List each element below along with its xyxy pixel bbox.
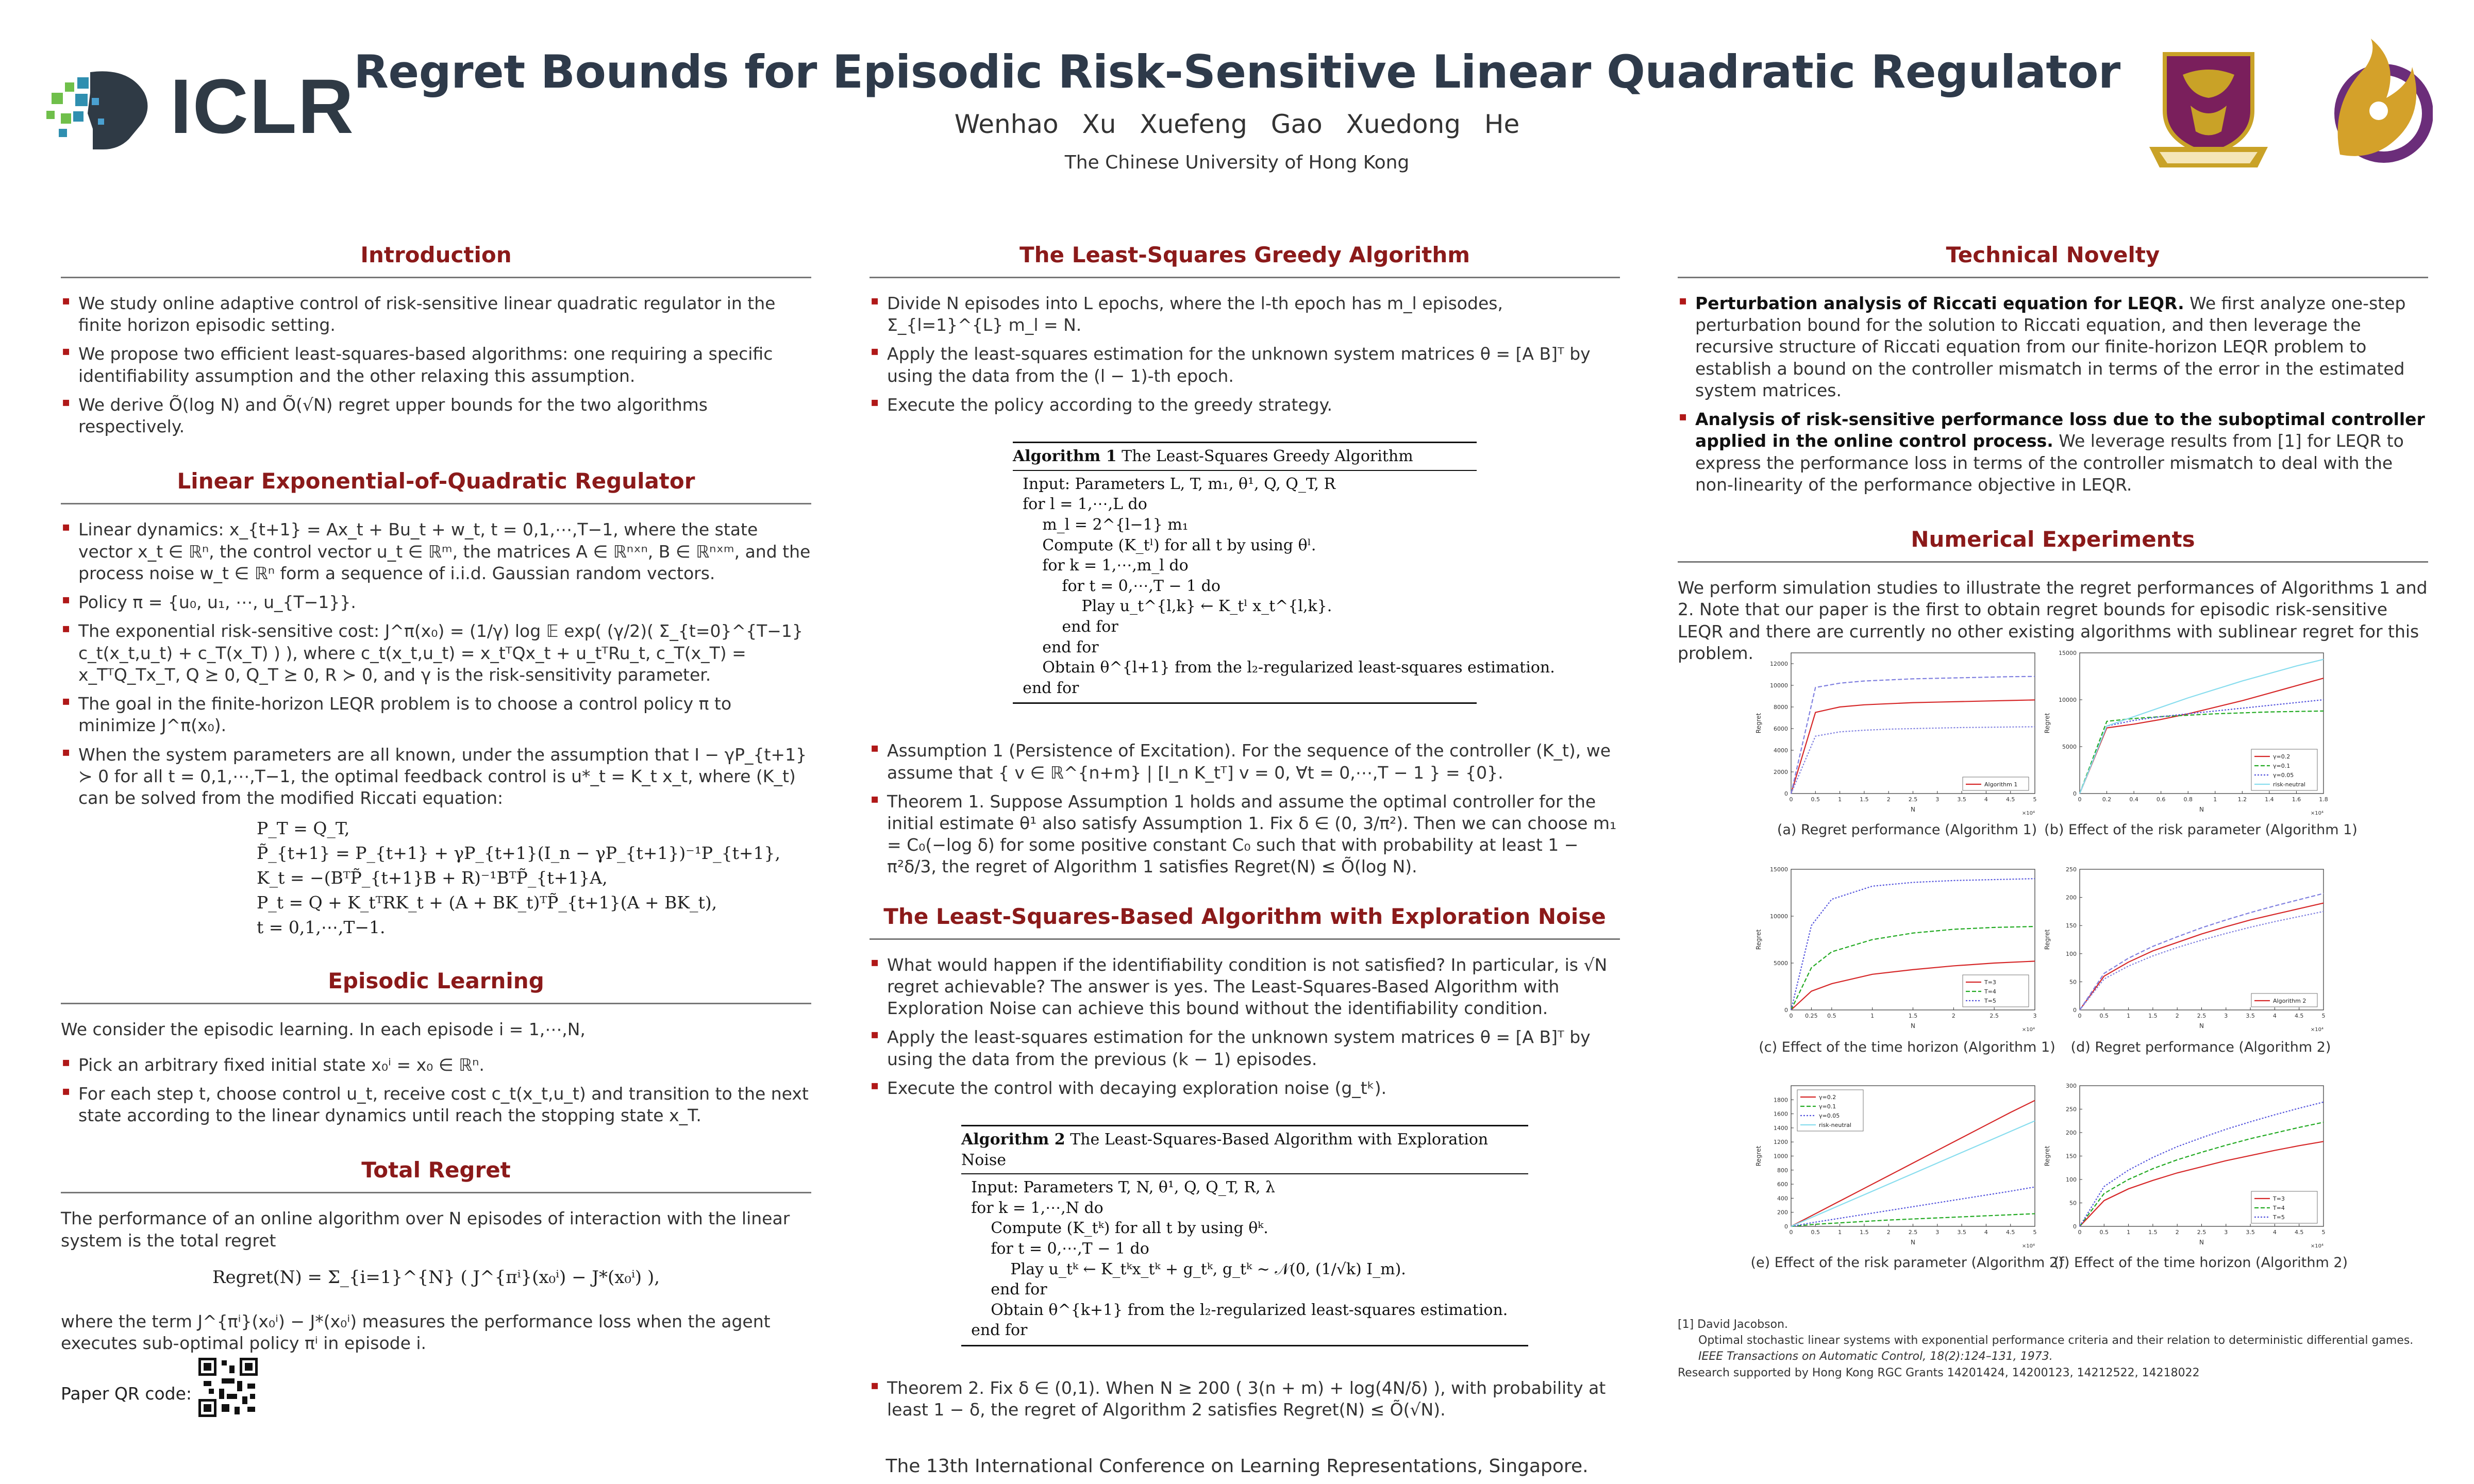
conference-emblem [2309, 36, 2433, 172]
x-axis-label: N [2199, 806, 2204, 813]
legend-label: γ=0.1 [2273, 763, 2291, 769]
algorithm-line: for k = 1,⋯,N do [961, 1199, 1104, 1217]
y-tick-label: 200 [2066, 1129, 2077, 1136]
section-title-exploration: The Least-Squares-Based Algorithm with Exploration Noise [870, 904, 1620, 940]
y-axis-label: Regret [1755, 713, 1762, 734]
algorithm-1-box [1013, 442, 1555, 704]
x-tick-label: 3.5 [2246, 1229, 2255, 1236]
legend-label: γ=0.2 [1819, 1094, 1836, 1101]
y-tick-label: 250 [2066, 1106, 2077, 1113]
list-item: ▪ Pick an arbitrary fixed initial state x₀ⁱ = x₀ ∈ ℝⁿ. [61, 1054, 811, 1076]
list-item: ▪ Apply the least-squares estimation for the unknown system matrices θ = [A B]ᵀ by using the data from the previous (k − 1) episodes. [870, 1026, 1620, 1070]
y-tick-label: 50 [2069, 1200, 2077, 1207]
y-tick-label: 1200 [1774, 1139, 1788, 1146]
legend-label: T=3 [2273, 1195, 2285, 1202]
x-tick-label: 3.5 [1957, 1229, 1966, 1236]
x-tick-label: 2 [2175, 1013, 2179, 1019]
section-title-novelty: Technical Novelty [1678, 242, 2428, 278]
y-tick-label: 0 [2073, 790, 2077, 797]
y-axis-label: Regret [1755, 929, 1762, 950]
list-item: ▪ Analysis of risk-sensitive performance loss due to the suboptimal controller applied in the online control process. We leverage results from [1] for LEQR to express the performance loss in terms of the controller mismatch to deal with the non-linearity of the performance objective in LEQR. [1678, 409, 2428, 496]
x-tick-label: 0.25 [1805, 1013, 1818, 1019]
algorithm-line: Obtain θ^{l+1} from the l₂-regularized least-squares estimation. [1013, 659, 1555, 677]
y-tick-label: 50 [2069, 979, 2077, 986]
list-item: ▪ Linear dynamics: x_{t+1} = Ax_t + Bu_t + w_t, t = 0,1,⋯,T−1, where the state vector x_t ∈ ℝⁿ, the control vector u_t ∈ ℝᵐ, the matrices A ∈ ℝⁿˣⁿ, B ∈ ℝⁿˣᵐ, and the process noise w_t ∈ ℝⁿ form a sequence of i.i.d. Gaussian random vectors. [61, 519, 811, 584]
x-tick-label: 1 [1838, 1229, 1842, 1236]
x-tick-label: 0.8 [2183, 796, 2193, 803]
list-item: ▪ Apply the least-squares estimation for the unknown system matrices θ = [A B]ᵀ by using the data from the (l − 1)-th epoch. [870, 343, 1620, 386]
legend-label: γ=0.05 [1819, 1112, 1840, 1119]
section-title-leqr: Linear Exponential-of-Quadratic Regulator [61, 468, 811, 504]
x-tick-label: 4 [1984, 796, 1988, 803]
algorithm-line: Play u_t^{l,k} ← K_tˡ x_t^{l,k}. [1013, 597, 1332, 616]
list-item: ▪ The exponential risk-sensitive cost: J^π(x₀) = (1/γ) log 𝔼 exp( (γ/2)( Σ_{t=0}^{T−1} c_t(x_t,u_t) + c_T(x_T) ) ), where c_t(x_t,u_t) = x_tᵀQx_t + u_tᵀRu_t, c_T(x_T) = x_TᵀQ_Tx_T, Q ⪰ 0, Q_T ⪰ 0, R ≻ 0, and γ is the risk-sensitivity parameter. [61, 620, 811, 686]
list-item: ▪ We propose two efficient least-squares-based algorithms: one requiring a specific identifiability assumption and the other relaxing this assumption. [61, 343, 811, 386]
y-tick-label: 100 [2066, 1176, 2077, 1183]
legend-label: T=4 [2273, 1205, 2285, 1211]
y-tick-label: 150 [2066, 1153, 2077, 1160]
theorem-2: ▪ Theorem 2. Fix δ ∈ (0,1). When N ≥ 200 ( 3(n + m) + log(4N/δ) ), with probability at least 1 − δ, the regret of Algorithm 2 satisfies Regret(N) ≤ Õ(√N). [870, 1377, 1620, 1421]
y-tick-label: 5000 [2062, 744, 2077, 750]
x-axis-exponent: ×10⁴ [2310, 811, 2323, 816]
y-tick-label: 5000 [1774, 960, 1788, 967]
episodic-intro: We consider the episodic learning. In each episode i = 1,⋯,N, [61, 1019, 586, 1040]
x-tick-label: 1 [2213, 796, 2217, 803]
x-tick-label: 0 [1789, 796, 1793, 803]
paper-qr-code[interactable] [198, 1358, 258, 1419]
x-tick-label: 1.5 [2148, 1013, 2158, 1019]
x-tick-label: 2 [1886, 796, 1891, 803]
algorithm-line: for k = 1,⋯,m_l do [1013, 556, 1189, 575]
x-tick-label: 4 [2272, 1229, 2277, 1236]
x-tick-label: 0.5 [1811, 796, 1820, 803]
x-tick-label: 5 [2321, 1013, 2326, 1019]
authors: Wenhao Xu Xuefeng Gao Xuedong He [954, 109, 1520, 139]
iclr-logo-text: ICLR [170, 63, 355, 149]
legend-label: T=3 [1984, 979, 1996, 986]
y-tick-label: 15000 [2059, 650, 2077, 656]
section-title-introduction: Introduction [61, 242, 811, 278]
x-tick-label: 1.5 [2148, 1229, 2158, 1236]
x-tick-label: 2.5 [1908, 1229, 1918, 1236]
plot-frame [1791, 653, 2035, 794]
algorithm-line: end for [1013, 679, 1079, 697]
x-tick-label: 0.5 [1811, 1229, 1820, 1236]
regret-plot-a [1752, 647, 2041, 819]
y-tick-label: 1800 [1774, 1097, 1788, 1104]
list-item: ▪ Execute the control with decaying exploration noise (g_tᵏ). [870, 1077, 1620, 1099]
y-tick-label: 600 [1777, 1181, 1788, 1188]
x-tick-label: 1 [2127, 1229, 2131, 1236]
novelty-list [1678, 293, 2428, 496]
x-tick-label: 3.5 [1957, 796, 1966, 803]
x-tick-label: 0 [1789, 1229, 1793, 1236]
x-tick-label: 4.5 [2005, 796, 2015, 803]
x-tick-label: 0.5 [1827, 1013, 1836, 1019]
y-tick-label: 0 [1784, 1007, 1788, 1014]
y-tick-label: 4000 [1774, 747, 1788, 754]
y-tick-label: 10000 [2059, 697, 2077, 703]
x-tick-label: 2 [1886, 1229, 1891, 1236]
algorithm-line: for t = 0,⋯,T − 1 do [961, 1240, 1149, 1258]
figure-caption-e: (e) Effect of the risk parameter (Algorithm 2) [1750, 1255, 2064, 1271]
legend-label: γ=0.2 [2273, 753, 2291, 760]
list-item: ▪ We study online adaptive control of risk-sensitive linear quadratic regulator in the finite horizon episodic setting. [61, 293, 811, 336]
legend-label: γ=0.05 [2273, 772, 2294, 779]
section-title-regret: Total Regret [61, 1157, 811, 1193]
equation-line: P̃_{t+1} = P_{t+1} + γP_{t+1}(I_n − γP_{t+1})⁻¹P_{t+1}, [257, 843, 781, 864]
list-item: ▪ We derive Õ(log N) and Õ(√N) regret upper bounds for the two algorithms respectively. [61, 394, 811, 437]
x-tick-label: 2.5 [2197, 1013, 2206, 1019]
algorithm-line: Compute (K_tˡ) for all t by using θˡ. [1013, 536, 1316, 554]
y-tick-label: 6000 [1774, 726, 1788, 732]
x-tick-label: 4.5 [2294, 1013, 2304, 1019]
algorithm-line: for l = 1,⋯,L do [1013, 495, 1147, 514]
figure-caption-a: (a) Regret performance (Algorithm 1) [1777, 822, 2037, 838]
legend-label: T=4 [1984, 988, 1996, 995]
list-item: ▪ When the system parameters are all known, under the assumption that I − γP_{t+1} ≻ 0 for all t = 0,1,⋯,T−1, the optimal feedback control is u*_t = K_t x_t, where (K_t) can be solved from the modified Riccati equation: [61, 744, 811, 810]
y-tick-label: 1600 [1774, 1110, 1788, 1118]
x-tick-label: 2.5 [1990, 1013, 1999, 1019]
legend-label: Algorithm 2 [2273, 998, 2306, 1004]
x-tick-label: 1.5 [1908, 1013, 1918, 1019]
y-axis-label: Regret [1755, 1145, 1762, 1167]
equation-line: P_T = Q_T, [257, 818, 350, 839]
x-tick-label: 3 [2224, 1229, 2228, 1236]
legend-label: T=5 [1984, 998, 1996, 1004]
list-item: ▪ Divide N episodes into L epochs, where the l-th epoch has m_l episodes, Σ_{l=1}^{L} m_l = N. [870, 293, 1620, 336]
conference-footer: The 13th International Conference on Learning Representations, Singapore. [885, 1456, 1589, 1477]
x-tick-label: 1.6 [2292, 796, 2301, 803]
x-tick-label: 3 [1935, 1229, 1940, 1236]
x-axis-exponent: ×10⁴ [2310, 1027, 2323, 1033]
y-tick-label: 12000 [1770, 661, 1788, 667]
column-left [61, 242, 811, 1368]
x-tick-label: 0.5 [2099, 1229, 2109, 1236]
regret-plot-f [2041, 1080, 2330, 1252]
algorithm-line: m_l = 2^{l−1} m₁ [1013, 515, 1189, 534]
algorithm-line: for t = 0,⋯,T − 1 do [1013, 577, 1221, 595]
column-middle [870, 242, 1620, 1452]
y-tick-label: 250 [2066, 866, 2077, 873]
x-tick-label: 1 [1838, 796, 1842, 803]
x-tick-label: 5 [2321, 1229, 2326, 1236]
x-tick-label: 2.5 [1908, 796, 1918, 803]
column-right [1678, 242, 2428, 678]
algorithm-line: Play u_tᵏ ← K_tᵏx_tᵏ + g_tᵏ, g_tᵏ ∼ 𝒩(0, (1/√k) I_m). [961, 1260, 1406, 1278]
figure-caption-d: (d) Regret performance (Algorithm 2) [2070, 1039, 2331, 1055]
x-axis-exponent: ×10⁴ [2021, 1027, 2035, 1033]
legend-label: Algorithm 1 [1984, 781, 2018, 788]
x-tick-label: 1.8 [2319, 796, 2328, 803]
x-tick-label: 1 [1870, 1013, 1875, 1019]
list-item: ▪ Perturbation analysis of Riccati equation for LEQR. We first analyze one-step perturbation bound for the solution to Riccati equation, and then leverage the recursive structure of Riccati equation from our finite-horizon LEQR problem to establish a bound on the controller mismatch in terms of the error in the estimated system matrices. [1678, 293, 2428, 401]
x-tick-label: 0 [1789, 1013, 1793, 1019]
regret-plot-c [1752, 863, 2041, 1035]
y-tick-label: 100 [2066, 950, 2077, 957]
y-tick-label: 0 [1784, 1223, 1788, 1230]
y-axis-label: Regret [2044, 713, 2051, 734]
funding-note: Research supported by Hong Kong RGC Grants 14201424, 14200123, 14212522, 14218022 [1678, 1366, 2200, 1379]
y-tick-label: 10000 [1770, 913, 1788, 920]
x-axis-exponent: ×10⁴ [2310, 1243, 2323, 1249]
x-tick-label: 3 [2224, 1013, 2228, 1019]
reference-author: [1] David Jacobson. [1678, 1318, 1788, 1331]
algorithm-line: end for [961, 1321, 1028, 1340]
x-tick-label: 0.6 [2156, 796, 2166, 803]
x-axis-label: N [2199, 1022, 2204, 1030]
algorithm-line: Compute (K_tᵏ) for all t by using θᵏ. [961, 1219, 1268, 1238]
reference-title: Optimal stochastic linear systems with exponential performance criteria and their relation to deterministic differential games. [1698, 1334, 2414, 1347]
x-tick-label: 0 [2078, 796, 2082, 803]
algorithm-line: Obtain θ^{k+1} from the l₂-regularized least-squares estimation. [961, 1301, 1508, 1319]
x-tick-label: 3 [2033, 1013, 2037, 1019]
y-tick-label: 0 [2073, 1223, 2077, 1230]
equation-line: P_t = Q + K_tᵀRK_t + (A + BK_t)ᵀP̃_{t+1}(A + BK_t), [257, 892, 717, 913]
cuhk-logo [2144, 44, 2273, 175]
equation-line: K_t = −(BᵀP̃_{t+1}B + R)⁻¹BᵀP̃_{t+1}A, [257, 867, 608, 888]
affiliation: The Chinese University of Hong Kong [1064, 152, 1410, 173]
list-item: ▪ The goal in the finite-horizon LEQR problem is to choose a control policy π to minimize J^π(x₀). [61, 693, 811, 736]
riccati-equations [257, 816, 811, 939]
x-tick-label: 3 [1935, 796, 1940, 803]
y-tick-label: 150 [2066, 922, 2077, 930]
y-tick-label: 15000 [1770, 866, 1788, 873]
episodic-list [61, 1054, 811, 1127]
x-tick-label: 3.5 [2246, 1013, 2255, 1019]
plot-frame [2080, 869, 2323, 1010]
x-tick-label: 4.5 [2005, 1229, 2015, 1236]
equation-line: t = 0,1,⋯,T−1. [257, 917, 386, 937]
introduction-list [61, 293, 811, 437]
x-tick-label: 1.5 [1860, 796, 1869, 803]
figure-caption-b: (b) Effect of the risk parameter (Algorithm 1) [2044, 822, 2358, 838]
poster-title: Regret Bounds for Episodic Risk-Sensitive Linear Quadratic Regulator [354, 45, 2120, 98]
theorem-1: ▪ Theorem 1. Suppose Assumption 1 holds and assume the optimal controller for the initial estimate θ¹ also satisfy Assumption 1. Fix δ ∈ (0, 3/π²). Then we can choose m₁ = C₀(−log δ) for some positive constant C₀ such that with probability at least 1 − π²δ/3, the regret of Algorithm 1 satisfies Regret(N) ≤ Õ(log N). [870, 791, 1620, 878]
x-tick-label: 2 [2175, 1229, 2179, 1236]
regret-plot-e [1752, 1080, 2041, 1252]
algorithm-2-box [961, 1125, 1528, 1346]
x-tick-label: 5 [2033, 796, 2037, 803]
x-axis-exponent: ×10⁴ [2021, 1243, 2035, 1249]
x-tick-label: 0.2 [2102, 796, 2112, 803]
x-tick-label: 5 [2033, 1229, 2037, 1236]
legend-label: T=5 [2273, 1214, 2285, 1221]
x-tick-label: 2 [1951, 1013, 1955, 1019]
x-tick-label: 0.4 [2129, 796, 2138, 803]
assumption-list [870, 740, 1620, 878]
exploration-list [870, 954, 1620, 1099]
x-axis-label: N [2199, 1239, 2204, 1246]
y-tick-label: 200 [1777, 1209, 1788, 1216]
qr-label: Paper QR code: [61, 1384, 192, 1404]
regret-intro: The performance of an online algorithm over N episodes of interaction with the linear system is the total regret [61, 1208, 790, 1251]
reference-venue: IEEE Transactions on Automatic Control, 18(2):124–131, 1973. [1698, 1350, 2053, 1363]
regret-plot-b [2041, 647, 2330, 819]
x-tick-label: 1 [2127, 1013, 2131, 1019]
regret-explanation: where the term J^{πⁱ}(x₀ⁱ) − J*(x₀ⁱ) measures the performance loss when the agent executes sub-optimal policy πⁱ in episode i. [61, 1311, 771, 1354]
references [1678, 1317, 2451, 1381]
y-tick-label: 0 [2073, 1007, 2077, 1014]
x-tick-label: 0.5 [2099, 1013, 2109, 1019]
algorithm-line: end for [1013, 638, 1099, 656]
x-axis-label: N [1911, 806, 1915, 813]
y-tick-label: 2000 [1774, 769, 1788, 775]
algorithm-line: Input: Parameters L, T, m₁, θ¹, Q, Q_T, R [1013, 475, 1336, 493]
x-tick-label: 4.5 [2294, 1229, 2304, 1236]
y-axis-label: Regret [2044, 1145, 2051, 1167]
y-tick-label: 300 [2066, 1083, 2077, 1089]
legend-label: risk-neutral [1819, 1122, 1851, 1128]
list-item: ▪ Policy π = {u₀, u₁, ⋯, u_{T−1}}. [61, 592, 811, 613]
assumption-1: ▪ Assumption 1 (Persistence of Excitation). For the sequence of the controller (K_t), we assume that { v ∈ ℝ^{n+m} | [I_n K_tᵀ] v = 0, ∀t = 0,⋯,T − 1 } = {0}. [870, 740, 1620, 783]
x-tick-label: 4 [2272, 1013, 2277, 1019]
greedy-list [870, 293, 1620, 416]
x-tick-label: 0 [2078, 1013, 2082, 1019]
algorithm-line: end for [1013, 617, 1118, 636]
y-tick-label: 0 [1784, 790, 1788, 797]
section-title-episodic: Episodic Learning [61, 968, 811, 1004]
algorithm-line: Input: Parameters T, N, θ¹, Q, Q_T, R, λ [961, 1178, 1276, 1197]
x-axis-exponent: ×10⁴ [2021, 811, 2035, 816]
x-axis-label: N [1911, 1022, 1915, 1030]
y-tick-label: 400 [1777, 1195, 1788, 1202]
x-tick-label: 4 [1984, 1229, 1988, 1236]
x-tick-label: 1.4 [2265, 796, 2274, 803]
x-tick-label: 1.2 [2237, 796, 2247, 803]
y-tick-label: 1400 [1774, 1124, 1788, 1132]
legend-label: risk-neutral [2273, 781, 2305, 788]
section-title-numerical: Numerical Experiments [1678, 527, 2428, 563]
list-item: ▪ For each step t, choose control u_t, receive cost c_t(x_t,u_t) and transition to the next state according to the linear dynamics until reach the stopping state x_T. [61, 1083, 811, 1126]
y-tick-label: 200 [2066, 894, 2077, 901]
x-axis-label: N [1911, 1239, 1915, 1246]
figure-caption-f: (f) Effect of the time horizon (Algorithm 2) [2053, 1255, 2348, 1271]
y-tick-label: 1000 [1774, 1153, 1788, 1160]
algorithm-line: end for [961, 1280, 1047, 1299]
y-tick-label: 10000 [1770, 682, 1788, 689]
list-item: ▪ Execute the policy according to the greedy strategy. [870, 394, 1620, 416]
leqr-list [61, 519, 811, 809]
x-tick-label: 0 [2078, 1229, 2082, 1236]
y-tick-label: 8000 [1774, 704, 1788, 711]
section-title-greedy: The Least-Squares Greedy Algorithm [870, 242, 1620, 278]
regret-plot-d [2041, 863, 2330, 1035]
y-tick-label: 800 [1777, 1167, 1788, 1174]
numerical-intro: We perform simulation studies to illustrate the regret performances of Algorithms 1 and 2. Note that our paper is the first to obtain regret bounds for episodic risk-sensitive LEQR and there are currently no other existing algorithms with sublinear regret for this problem. [1678, 578, 2428, 663]
x-tick-label: 2.5 [2197, 1229, 2206, 1236]
regret-equation: Regret(N) = Σ_{i=1}^{N} ( J^{πⁱ}(x₀ⁱ) − J*(x₀ⁱ) ), [212, 1267, 660, 1288]
legend-label: γ=0.1 [1819, 1103, 1836, 1110]
algorithm-1-header: Algorithm 1 The Least-Squares Greedy Algorithm [1013, 443, 1477, 471]
x-tick-label: 1.5 [1860, 1229, 1869, 1236]
list-item: ▪ What would happen if the identifiability condition is not satisfied? In particular, is √N regret achievable? The answer is yes. The Least-Squares-Based Algorithm with Exploration Noise can achieve this bound without the identifiability condition. [870, 954, 1620, 1020]
y-axis-label: Regret [2044, 929, 2051, 950]
theorem-2-list [870, 1377, 1620, 1421]
algorithm-2-header: Algorithm 2 The Least-Squares-Based Algorithm with Exploration Noise [961, 1126, 1528, 1174]
figure-caption-c: (c) Effect of the time horizon (Algorithm 1) [1759, 1039, 2055, 1055]
